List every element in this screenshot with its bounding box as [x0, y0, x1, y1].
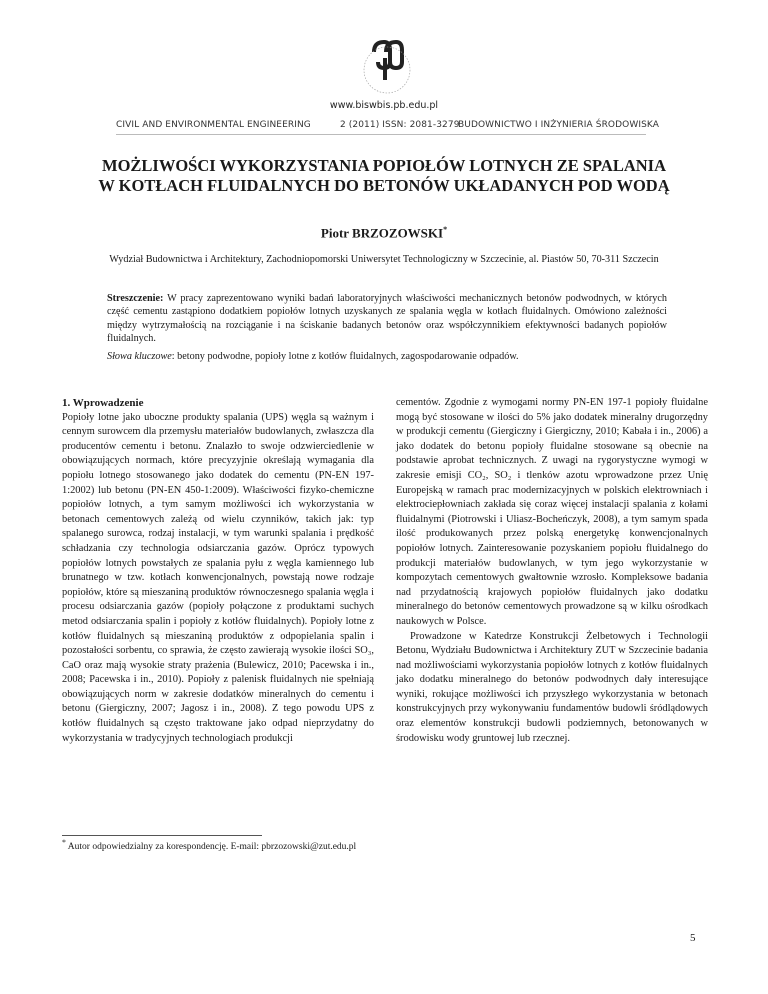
- paragraph: cementów. Zgodnie z wymogami normy PN-EN 197-1 popioły fluidalne mogą być stosowane w ilości do 5% jako dodatek mineralny drugorzędny w produkcji cementu (Giergiczny i Giergiczny, 2010; Kabała i in., 2006) a jako dodatek do betonu popioły fluidalne stosowane są obecnie na podstawie aprobat technicznych. Z uwagi na rygorystyczne wymogi w zakresie emisji CO₂, SO₂ i tlenków azotu wprowadzone przez Unię Europejską w ramach prac modernizacyjnych w polskich elektrowniach i elektrociepłowniach zakłada się coraz więcej instalacji spalania z kołami fluidalnymi (Piotrowski i Uliasz-Bocheńczyk, 2008), a tym samym spada ilość produkowanych przez polską energetykę konwencjonalnych popiołów lotnych. Zainteresowanie pozyskaniem popiołu fluidalnego do produkcji materiałów budowlanych, w tym jego wykorzystanie w kompozytach cementowych gwałtownie wzrosło. Kompleksowe badania nad przydatnością krajowych popiołów fluidalnych jako dodatku mineralnego do betonów cementowych prowadzone są w kilku ośrodkach naukowych w Polsce.: [396, 397, 708, 627]
- page-number: 5: [690, 932, 696, 944]
- header-rule: [116, 134, 646, 135]
- paragraph: Popioły lotne jako uboczne produkty spalania (UPS) węgla są ważnym i cennym surowcem dla przemysłu materiałów budowlanych, zwłaszcza dla producentów cementu i betonu. Znalazło to swoje odzwierciedlenie w obowiązujących normach, które precyzyjnie określają wymagania dla popiołu lotnego stosowanego jako dodatek do cementu (PN-EN 197-1:2002) lub betonu (PN-EN 450-1:2009). Właściwości fizyko-chemiczne popiołów lotnych, a tym samym możliwości ich wykorzystania w betonach cementowych zależą od wielu czynników, takich jak: typ spalanego surowca, rodzaj instalacji, w tym warunki spalania i prędkość schładzania czy technologia odsiarczania gazów. Oprócz typowych popiołów lotnych powstałych ze spalania pyłu z węgla kamiennego lub brunatnego w tzw. kotłach konwencjonalnych, powstają nowe rodzaje popiołów, które są mieszaniną produktów równoczesnego spalania węgla i procesu odsiarczania gazów (popioły połączone z produktami suchych metod odsiarczania spalin i popioły z kotłów fluidalnych). Popioły lotne z kotłów fluidalnych są mieszaniną produktów z odpopielania spalin i pozostałości sorbentu, co sprawia, że często zawierają wysokie ilości SO₃, CaO oraz mają wysokie straty prażenia (Bulewicz, 2010; Pacewska i in., 2008; Pacewska i in., 2010). Popioły z palenisk fluidalnych nie spełniają obowiązujących norm w zakresie dodatków mineralnych do cementu i betonu (Giergiczny, 2007; Jagosz i in., 2008). Z tego powodu UPS z kotłów fluidalnych są często traktowane jako odpad nieprzydatny do wykorzystania w tradycyjnych technologiach produkcji: [62, 411, 374, 744]
- journal-name-en: CIVIL AND ENVIRONMENTAL ENGINEERING: [116, 120, 311, 130]
- author: [0, 225, 768, 241]
- keywords-text: : betony podwodne, popioły lotne z kotłów fluidalnych, zagospodarowanie odpadów.: [171, 351, 519, 362]
- left-column: [62, 396, 374, 746]
- footnote-rule: [62, 835, 262, 836]
- paragraph: Prowadzone w Katedrze Konstrukcji Żelbetowych i Technologii Betonu, Wydziału Budownictwa i Architektury ZUT w Szczecinie badania nad możliwościami wykorzystania popiołów lotnych z kotłów fluidalnych jako dodatku mineralnego do betonów podwodnych dały interesujące wyniki, rokujące możliwości ich przyszłego wykorzystania w betonach konstrukcyjnych przy wykonywaniu fundamentów budowli śródlądowych oraz elementów konstrukcji budowli podziemnych, betonowanych w środowisku wody gruntowej lub rzecznej.: [396, 630, 708, 744]
- journal-name-pl: BUDOWNICTWO I INŻYNIERIA ŚRODOWISKA: [458, 120, 659, 130]
- right-column: [396, 396, 708, 746]
- keywords-label: Słowa kluczowe: [107, 351, 172, 362]
- abstract-text: W pracy zaprezentowano wyniki badań laboratoryjnych właściwości mechanicznych betonów podwodnych, w których część cementu zastąpiono dodatkiem popiołów lotnych uzyskanych ze spalania węgla w kotłach fluidalnych. Omówiono zależności między wytrzymałością na rozciąganie i na ściskanie badanych betonów oraz współczynnikiem efektywności badanych popiołów fluidalnych.: [107, 293, 667, 345]
- keywords: [107, 351, 667, 362]
- author-footnote-mark: *: [443, 225, 448, 234]
- title-line-1: MOŻLIWOŚCI WYKORZYSTANIA POPIOŁÓW LOTNYCH ZE SPALANIA: [102, 156, 666, 175]
- university-logo: [356, 38, 418, 98]
- footnote: [62, 838, 662, 852]
- footnote-mark: *: [62, 838, 66, 847]
- author-name: Piotr BRZOZOWSKI: [320, 225, 444, 241]
- abstract-label: Streszczenie:: [107, 293, 164, 304]
- title-line-2: W KOTŁACH FLUIDALNYCH DO BETONÓW UKŁADANYCH POD WODĄ: [98, 176, 670, 195]
- affiliation: Wydział Budownictwa i Architektury, Zachodniopomorski Uniwersytet Technologiczny w Szczecinie, al. Piastów 50, 70-311 Szczecin: [109, 254, 659, 265]
- issue-issn: 2 (2011) ISSN: 2081-3279: [340, 120, 460, 130]
- abstract: [107, 292, 667, 346]
- section-heading: 1. Wprowadzenie: [62, 397, 144, 409]
- footnote-text: Autor odpowiedzialny za korespondencję. E-mail: pbrzozowski@zut.edu.pl: [65, 842, 357, 853]
- journal-url[interactable]: www.biswbis.pb.edu.pl: [329, 100, 439, 111]
- paper-title: [60, 156, 708, 196]
